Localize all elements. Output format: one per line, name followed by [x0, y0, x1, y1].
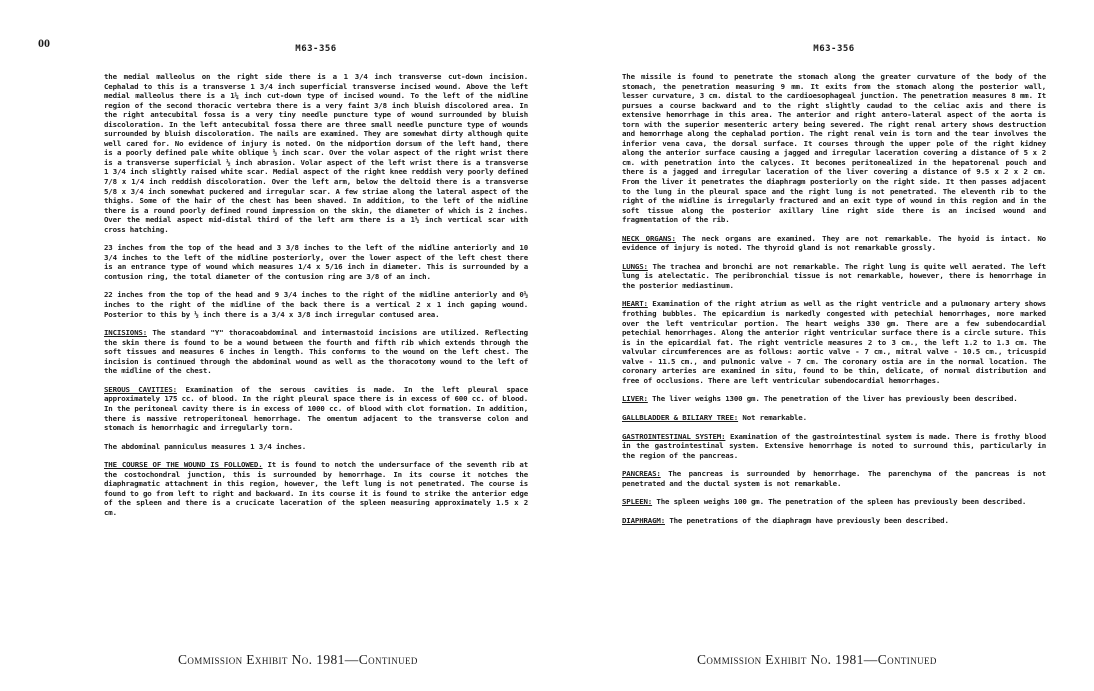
section-heading: SPLEEN:	[622, 497, 653, 507]
report-paragraph	[622, 72, 1046, 225]
paragraph-text: The missile is found to penetrate the stomach along the greater curvature of the body of the stomach, the penetration measuring 9 mm. It exits from the stomach along the posterior wall, lesser curvature, 3 cm. distal to the cardioesophageal junction. The penetration measures 8 mm. It pursues a course backward and to the right slightly caudad to the celiac axis and there is extensive hemorrhage in this area. The anterior and right antero-lateral aspect of the aorta is torn with the superior mesenteric artery being severed. The right renal artery shows destruction and hemorrhage along the cephalad portion. The right renal vein is torn and the tear involves the inferior vena cava, the dorsal surface. It courses through the upper pole of the right kidney along the anterior surface causing a jagged and irregular laceration covering a distance of 5 x 2 cm. with penetration into the calyces. It becomes peritonealized in the hepatorenal pouch and there is a jagged and irregular laceration of the liver covering a distance of 9.5 x 2 x 2 cm. From the liver it penetrates the diaphragm posteriorly on the right side. It then passes adjacent to the lung in the pleural space and the right lung is not penetrated. The eleventh rib to the right of the midline is irregularly fractured and an exit type of wound in this region and in the soft tissue along the posterior axillary line right side there is an incised wound and fragmentation of the rib.	[622, 72, 1046, 225]
section-heading: INCISIONS:	[104, 328, 147, 338]
report-paragraph	[622, 413, 1046, 423]
report-paragraph	[622, 516, 1046, 526]
paragraph-text: 22 inches from the top of the head and 9 3/4 inches to the right of the midline anteriorly and 0½ inches to the right of the midline of the back there is a vertical 2 x 1 inch gaping wound. Posterior to this by ½ inch there is a 3/4 x 3/8 inch irregular contused area.	[104, 290, 528, 319]
section-heading: LIVER:	[622, 394, 648, 404]
paragraph-text: Examination of the right atrium as well as the right ventricle and a pulmonary artery shows frothing bubbles. The epicardium is markedly congested with petechial hemorrhages, more marked over the left ventricular portion. The heart weighs 330 gm. There are a few subendocardial petechial hemorrhages. Along the anterior right ventricular surface there is a circle suture. This is in the epicardial fat. The right ventricle measures 2 to 3 cm., the left 1.2 to 1.3 cm. The valvular circumferences are as follows: aortic valve - 7 cm., mitral valve - 10.5 cm., tricuspid valve - 11.5 cm., and pulmonic valve - 7 cm. The coronary ostia are in the normal location. The coronary arteries are examined in situ, found to be thin, delicate, of normal distribution and free of occlusions. There are left ventricular subendocardial hemorrhages.	[622, 299, 1046, 385]
paragraph-text: Examination of the serous cavities is made. In the left pleural space approximately 175 cc. of blood. In the right pleural space there is in excess of 600 cc. of blood. In the peritoneal cavity there is in excess of 1000 cc. of blood with clot formation. In addition, there is massive retroperitoneal hemorrhage. The omentum adjacent to the transverse colon and stomach is hemorrhagic and irregularly torn.	[104, 384, 528, 433]
right-footer-caption: Commission Exhibit No. 1981—Continued	[697, 652, 937, 667]
report-paragraph	[622, 262, 1046, 291]
paragraph-text: 23 inches from the top of the head and 3 3/8 inches to the left of the midline anteriorly and 10 3/4 inches to the left of the midline posteriorly, over the lower aspect of the left chest there is an entrance type of wound which measures 1/4 x 5/16 inch in diameter. This is surrounded by a contusion ring, the total diameter of the contusion ring are 3/8 of an inch.	[104, 243, 528, 281]
paragraph-text: The trachea and bronchi are not remarkable. The right lung is quite well aerated. The left lung is atelectatic. The peribronchial tissue is not remarkable, however, there is hemorrhage in the posterior mediastinum.	[622, 261, 1046, 290]
report-paragraph	[104, 328, 528, 376]
right-doc-number: M63-356	[813, 44, 855, 54]
right-body	[622, 72, 1046, 525]
section-heading: GALLBLADDER & BILIARY TREE:	[622, 412, 739, 422]
left-footer-caption: Commission Exhibit No. 1981—Continued	[178, 652, 418, 667]
report-paragraph	[622, 469, 1046, 488]
paragraph-text: Not remarkable.	[742, 412, 807, 422]
paragraph-text: The neck organs are examined. They are not remarkable. The hyoid is intact. No evidence of injury is noted. The thyroid gland is not remarkable grossly.	[622, 233, 1046, 253]
section-heading: SEROUS CAVITIES:	[104, 384, 177, 394]
section-heading: DIAPHRAGM:	[622, 515, 665, 525]
section-heading: THE COURSE OF THE WOUND IS FOLLOWED.	[104, 460, 263, 470]
section-heading: PANCREAS:	[622, 469, 661, 479]
paragraph-text: The pancreas is surrounded by hemorrhage. The parenchyma of the pancreas is not penetrated and the ductal system is not remarkable.	[622, 469, 1046, 488]
paragraph-text: The penetrations of the diaphragm have previously been described.	[669, 515, 949, 525]
report-paragraph	[622, 432, 1046, 461]
report-paragraph	[104, 72, 528, 234]
left-body	[104, 72, 528, 517]
left-doc-number: M63-356	[295, 44, 337, 54]
page-mark: 00	[38, 36, 50, 50]
report-paragraph	[104, 442, 528, 452]
report-paragraph	[622, 497, 1046, 507]
report-paragraph	[104, 385, 528, 433]
paragraph-text: It is found to notch the undersurface of the seventh rib at the costochondral junction, this is surrounded by hemorrhage. In its course it notches the diaphragmatic attachment in this region, however, the left lung is not penetrated. The course is found to go from left to right and backward. In its course it is found to strike the anterior edge of the spleen and there is a crucicate laceration of the spleen measuring approximately 1.5 x 2 cm.	[104, 460, 528, 517]
right-page	[622, 44, 1046, 534]
report-paragraph	[104, 243, 528, 281]
section-heading: LUNGS:	[622, 261, 648, 271]
paragraph-text: The abdominal panniculus measures 1 3/4 inches.	[104, 441, 307, 451]
paragraph-text: The standard "Y" thoracoabdominal and intermastoid incisions are utilized. Reflecting the skin there is found to be a wound between the fourth and fifth rib which extends through the soft tissues and measures 6 inches in length. This conforms to the wound on the left chest. The incision is continued through the abdominal wound as well as the thoracotomy wound to the left of the midline of the chest.	[104, 328, 528, 376]
section-heading: GASTROINTESTINAL SYSTEM:	[622, 431, 726, 441]
left-page	[104, 44, 528, 526]
report-paragraph	[622, 234, 1046, 253]
paragraph-text: The liver weighs 1300 gm. The penetration of the liver has previously been described.	[652, 394, 1018, 404]
report-paragraph	[104, 460, 528, 517]
report-paragraph	[104, 290, 528, 319]
section-heading: NECK ORGANS:	[622, 233, 676, 243]
paragraph-text: Examination of the gastrointestinal system is made. There is frothy blood in the gastrointestinal system. Extensive hemorrhage is noted to surround this, particularly in the region of the pancreas.	[622, 431, 1046, 460]
paragraph-text: the medial malleolus on the right side there is a 1 3/4 inch transverse cut-down incision. Cephalad to this is a transverse 1 3/4 inch superficial transverse incised wound. Above the left medial malleolus there is a 1¼ inch cut-down type of incised wound. To the left of the midline region of the second thoracic vertebra there is a very faint 3/8 inch bluish discolored area. In the right antecubital fossa is a very tiny needle puncture type of wound surrounded by bluish discoloration. In the left antecubital fossa there are three small needle puncture type of wounds surrounded by bluish discoloration. The nails are examined. They are somewhat dirty although quite well cared for. No evidence of injury is noted. On the midportion dorsum of the left hand, there is a poorly defined pale white oblique ½ inch scar. Over the volar aspect of the right wrist there is a transverse superficial ½ inch abrasion. Volar aspect of the left wrist there is a transverse 1 3/4 inch slightly raised white scar. Medial aspect of the right knee reddish very poorly defined 7/8 x 1/4 inch reddish discoloration. Over the left arm, below the deltoid there is a transverse 5/8 x 3/4 inch somewhat puckered and irregular scar. A few striae along the lateral aspect of the thighs. Some of the hair of the chest has been shaved. In addition, to the left of the midline there is a round poorly defined round impression on the skin, the diameter of which is 2 inches. Over the medial aspect mid-distal third of the left arm there is a 1½ inch vertical scar with cross hatching.	[104, 72, 528, 234]
paragraph-text: The spleen weighs 100 gm. The penetration of the spleen has previously been described.	[656, 497, 1027, 507]
report-paragraph	[622, 394, 1046, 404]
report-paragraph	[622, 299, 1046, 385]
section-heading: HEART:	[622, 299, 648, 309]
